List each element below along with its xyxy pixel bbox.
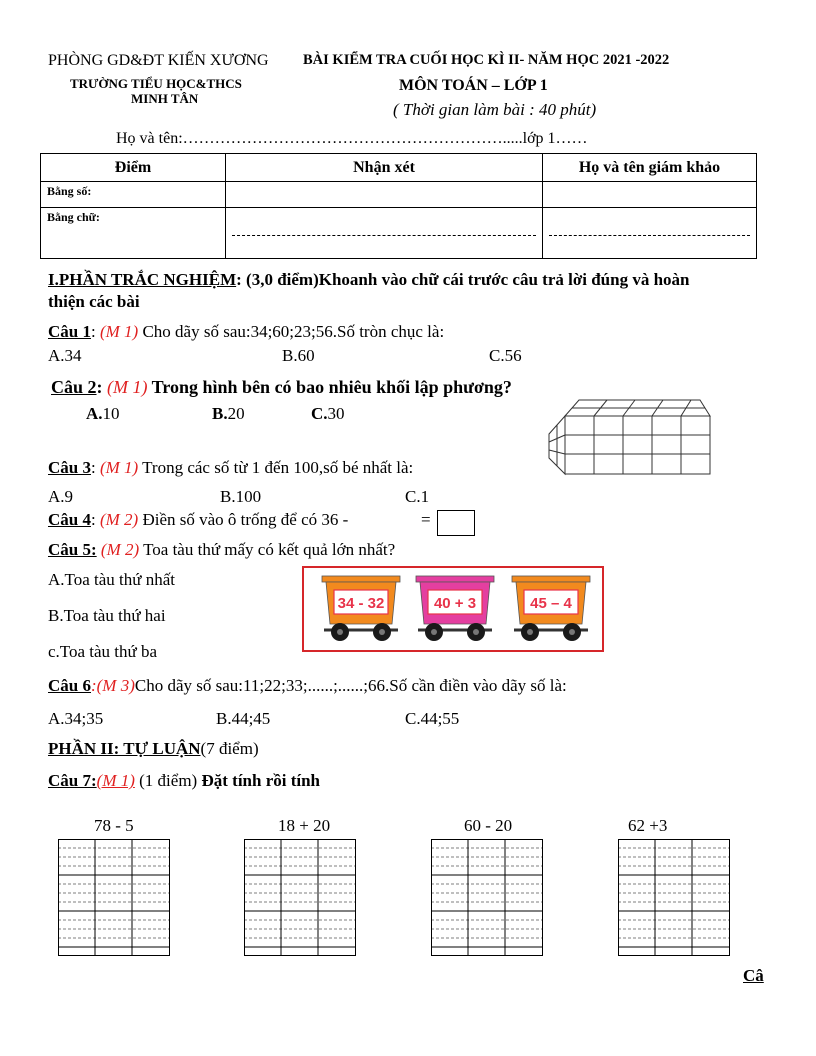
q3-level: (M 1): [99, 458, 139, 477]
q4-text: Điền số vào ô trống để có 36 -: [138, 510, 349, 529]
comment-cell-1[interactable]: [226, 182, 543, 208]
q1-option-a[interactable]: A.34: [48, 346, 82, 365]
train-car-1-expression: 34 - 32: [337, 595, 385, 612]
train-car-1: [322, 576, 400, 641]
question-1: Câu 1: (M 1) Cho dãy số sau:34;60;23;56.Số tròn chục là:: [48, 322, 445, 341]
q2-level: (M 1): [107, 377, 148, 397]
q4-level: (M 2): [99, 510, 139, 529]
part1-title: I.PHẦN TRẮC NGHIỆM: [48, 270, 237, 289]
q4-answer-box[interactable]: [437, 510, 475, 536]
question-2: Câu 2: (M 1) Trong hình bên có bao nhiêu khối lập phương?: [51, 377, 512, 397]
train-illustration: [304, 568, 602, 650]
score-table: [40, 153, 757, 259]
q5-level: (M 2): [100, 540, 140, 559]
q7-text: Đặt tính rồi tính: [201, 771, 321, 790]
cube-block-illustration: [545, 394, 715, 484]
question-4: Câu 4: (M 2) Điền số vào ô trống để có 36 -: [48, 510, 349, 529]
question-3: Câu 3: (M 1) Trong các số từ 1 đến 100,số bé nhất là:: [48, 458, 414, 477]
q7-level: (M 1): [96, 771, 135, 790]
part2-title: PHẦN II: TỰ LUẬN: [48, 739, 201, 758]
q7-expression-4: 62 +3: [628, 816, 668, 835]
q7-expression-3: 60 - 20: [464, 816, 513, 835]
q7-expression-1: 78 - 5: [94, 816, 134, 835]
q2-label: Câu 2: [51, 377, 97, 397]
student-name-line: Họ và tên:…………………………………………………….....lớp 1……: [116, 130, 588, 147]
examiner-cell-2[interactable]: [543, 208, 757, 259]
q4-label: Câu 4: [48, 510, 91, 529]
part2-heading: [48, 739, 259, 759]
score-by-number-label: Bằng số:: [47, 184, 92, 198]
comment-header: Nhận xét: [226, 154, 543, 182]
subject-title: MÔN TOÁN – LỚP 1: [399, 77, 548, 94]
q6-text: Cho dãy số sau:11;22;33;......;......;66.Số cần điền vào dãy số là:: [134, 676, 567, 695]
q1-option-c[interactable]: C.56: [489, 346, 522, 365]
q7-label: Câu 7:: [48, 771, 97, 790]
q6-option-a[interactable]: A.34;35: [48, 709, 104, 728]
q1-label: Câu 1: [48, 322, 91, 341]
q7-expression-2: 18 + 20: [278, 816, 331, 835]
q6-level: :(M 3): [90, 676, 135, 695]
q1-level: (M 1): [99, 322, 139, 341]
question-6: [48, 676, 567, 696]
q2-option-a[interactable]: A.10: [86, 404, 120, 423]
q6-option-c[interactable]: C.44;55: [405, 709, 460, 728]
dotted-line: [232, 235, 536, 236]
q1-text: Cho dãy số sau:34;60;23;56.Số tròn chục là:: [138, 322, 445, 341]
calc-grid-2[interactable]: [244, 839, 356, 956]
calc-grid-1[interactable]: [58, 839, 170, 956]
q6-option-b[interactable]: B.44;45: [216, 709, 271, 728]
q5-label: Câu 5:: [48, 540, 97, 559]
exam-time: ( Thời gian làm bài : 40 phút): [393, 100, 597, 119]
q3-label: Câu 3: [48, 458, 91, 477]
train-illustration-frame: [302, 566, 604, 652]
q2-option-b[interactable]: B.20: [212, 404, 245, 423]
train-car-3: [512, 576, 590, 641]
part1-description-cont: thiện các bài: [48, 292, 140, 311]
examiner-header: Họ và tên giám khảo: [543, 154, 757, 182]
q3-option-c[interactable]: C.1: [405, 487, 430, 506]
school-name-line1: TRƯỜNG TIỂU HỌC&THCS: [70, 76, 242, 91]
train-car-3-expression: 45 – 4: [530, 595, 572, 612]
q1-option-b[interactable]: B.60: [282, 346, 315, 365]
q2-option-c[interactable]: C.30: [311, 404, 345, 423]
train-car-2-expression: 40 + 3: [433, 595, 477, 612]
exam-title: BÀI KIỂM TRA CUỐI HỌC KÌ II- NĂM HỌC 2021 -2022: [303, 52, 670, 68]
part1-description: : (3,0 điểm)Khoanh vào chữ cái trước câu trả lời đúng và hoàn: [236, 270, 690, 289]
part1-heading: [48, 270, 690, 290]
q3-option-b[interactable]: B.100: [220, 487, 262, 506]
comment-cell-2[interactable]: [226, 208, 543, 259]
part2-points: (7 điểm): [200, 739, 259, 758]
q5-option-b[interactable]: B.Toa tàu thứ hai: [48, 606, 166, 625]
school-name-line2: MINH TÂN: [131, 91, 199, 106]
q5-text: Toa tàu thứ mấy có kết quả lớn nhất?: [139, 540, 396, 559]
q5-option-a[interactable]: A.Toa tàu thứ nhất: [48, 570, 175, 589]
q3-option-a[interactable]: A.9: [48, 487, 74, 506]
q5-option-c[interactable]: c.Toa tàu thứ ba: [48, 642, 158, 661]
q6-label: Câu 6: [48, 676, 91, 695]
dotted-line: [549, 235, 750, 236]
score-by-words-label: Bằng chữ:: [47, 210, 100, 224]
q7-points: (1 điểm): [134, 771, 202, 790]
department-name: PHÒNG GD&ĐT KIẾN XƯƠNG: [48, 52, 269, 69]
q2-text: Trong hình bên có bao nhiêu khối lập phương?: [147, 377, 512, 397]
score-header: Điểm: [41, 154, 226, 182]
question-7: [48, 771, 320, 791]
calc-grid-3[interactable]: [431, 839, 543, 956]
train-car-2: [416, 576, 494, 641]
question-5: [48, 540, 395, 560]
examiner-cell-1[interactable]: [543, 182, 757, 208]
calc-grid-4[interactable]: [618, 839, 730, 956]
next-question-label: Câ: [743, 966, 764, 985]
q3-text: Trong các số từ 1 đến 100,số bé nhất là:: [138, 458, 414, 477]
q4-equals-sign: =: [421, 510, 431, 529]
